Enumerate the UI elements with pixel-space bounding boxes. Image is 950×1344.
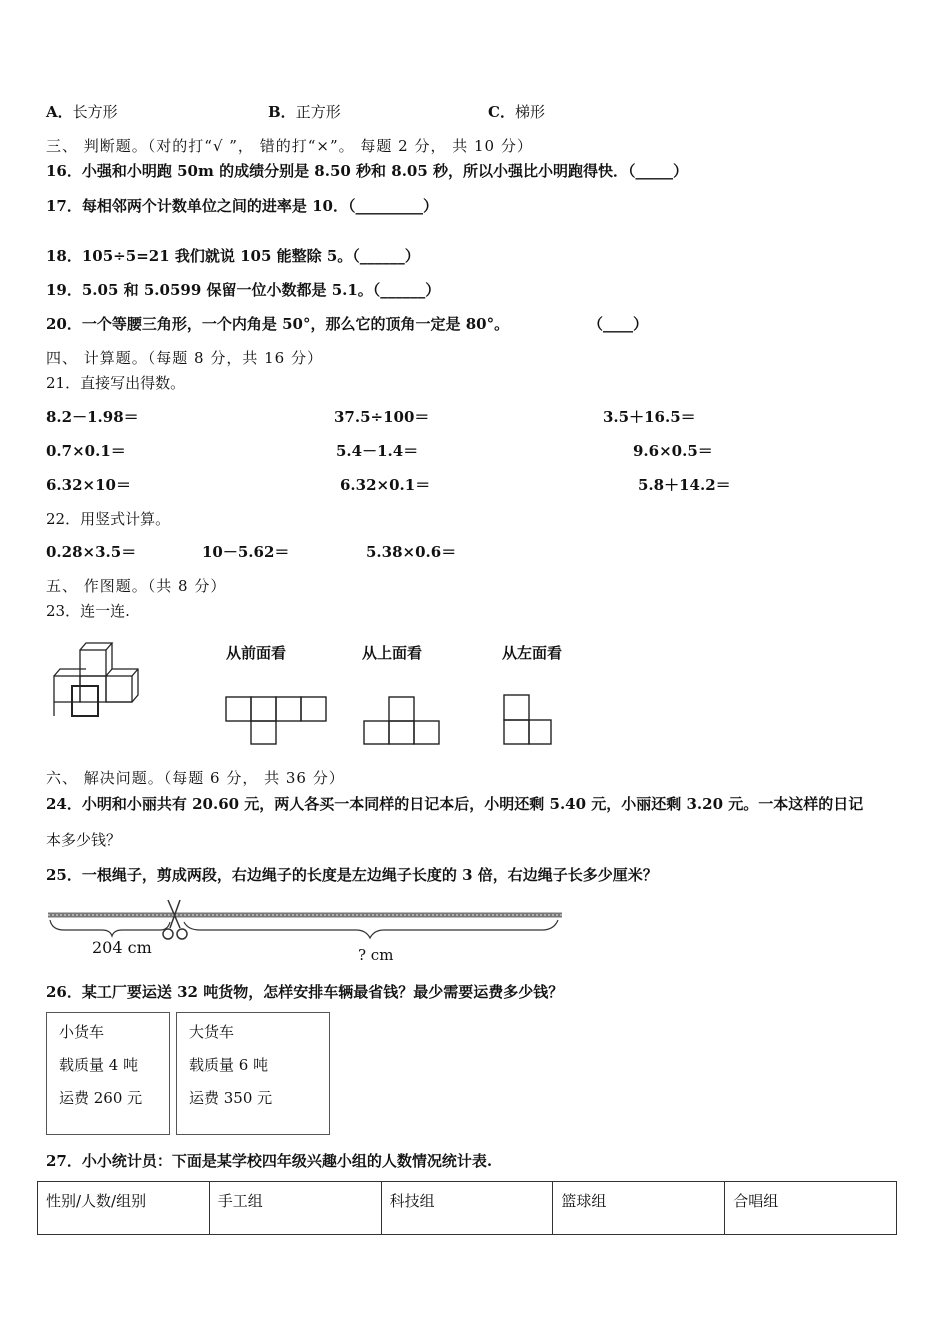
truck-fee: 运费 350 元 <box>189 1089 273 1107</box>
truck-card-large <box>176 1012 330 1135</box>
table-header-cell: 篮球组 <box>553 1182 725 1235</box>
vertical-calc-item: 0.28×3.5＝ <box>46 543 137 561</box>
table-header-cell: 性别/人数/组别 <box>38 1182 210 1235</box>
calc-item: 0.7×0.1＝ <box>46 442 126 460</box>
question-26: 26．某工厂要运送 32 吨货物，怎样安排车辆最省钱？最少需要运费多少钱？ <box>46 983 564 1001</box>
question-25: 25．一根绳子，剪成两段，右边绳子的长度是左边绳子长度的 3 倍，右边绳子长多少厘米？ <box>46 866 658 884</box>
calc-item: 3.5＋16.5＝ <box>603 408 696 426</box>
truck-fee: 运费 260 元 <box>59 1089 143 1107</box>
truck-card-small <box>46 1012 170 1135</box>
top-view-figure <box>360 694 450 746</box>
section-4-heading: 四、 计算题。（每题 8 分，共 16 分） <box>46 349 323 367</box>
view-label-top: 从上面看 <box>362 644 423 662</box>
calc-item: 5.4－1.4＝ <box>336 442 419 460</box>
interest-group-table <box>37 1181 897 1235</box>
calc-item: 6.32×0.1＝ <box>340 476 431 494</box>
question-22: 22．用竖式计算。 <box>46 510 171 528</box>
question-23: 23．连一连. <box>46 602 130 620</box>
calc-item: 37.5÷100＝ <box>334 408 430 426</box>
vertical-calc-item: 10－5.62＝ <box>202 543 290 561</box>
question-24-line2: 本多少钱？ <box>46 831 122 849</box>
calc-item: 9.6×0.5＝ <box>633 442 713 460</box>
calc-item: 6.32×10＝ <box>46 476 131 494</box>
left-view-figure <box>500 692 560 748</box>
rope-right-length: ? cm <box>358 946 394 964</box>
option-a: A．长方形 <box>46 103 118 121</box>
section-3-heading: 三、 判断题。（对的打“√ ”， 错的打“×”。 每题 2 分， 共 10 分） <box>46 137 533 155</box>
vertical-calc-item: 5.38×0.6＝ <box>366 543 457 561</box>
truck-name: 小货车 <box>59 1023 105 1041</box>
table-header-row <box>38 1182 897 1235</box>
table-header-cell: 合唱组 <box>725 1182 897 1235</box>
table-header-cell: 手工组 <box>209 1182 381 1235</box>
rope-left-length: 204 cm <box>92 938 152 957</box>
question-20-blank: （____） <box>588 315 649 333</box>
table-header-cell: 科技组 <box>381 1182 553 1235</box>
truck-load: 载质量 6 吨 <box>189 1056 269 1074</box>
question-17: 17．每相邻两个计数单位之间的进率是 10．（_________） <box>46 197 438 215</box>
option-c: C．梯形 <box>488 103 545 121</box>
view-label-left: 从左面看 <box>502 644 563 662</box>
question-16: 16．小强和小明跑 50m 的成绩分别是 8.50 秒和 8.05 秒，所以小强比小明跑得快．（_____） <box>46 162 689 180</box>
front-view-figure <box>222 694 332 746</box>
question-20: 20．一个等腰三角形，一个内角是 50°，那么它的顶角一定是 80°。 <box>46 315 510 333</box>
truck-load: 载质量 4 吨 <box>59 1056 139 1074</box>
section-6-heading: 六、 解决问题。（每题 6 分， 共 36 分） <box>46 769 345 787</box>
cube-stack-figure <box>44 640 154 722</box>
truck-name: 大货车 <box>189 1023 235 1041</box>
question-21: 21．直接写出得数。 <box>46 374 186 392</box>
question-24-line1: 24．小明和小丽共有 20.60 元，两人各买一本同样的日记本后，小明还剩 5.40 元，小丽还剩 3.20 元。一本这样的日记 <box>46 795 864 813</box>
calc-item: 5.8＋14.2＝ <box>638 476 731 494</box>
question-18: 18．105÷5=21 我们就说 105 能整除 5。（______） <box>46 247 420 265</box>
view-label-front: 从前面看 <box>226 644 287 662</box>
option-b: B．正方形 <box>268 103 341 121</box>
question-19: 19．5.05 和 5.0599 保留一位小数都是 5.1。（______） <box>46 281 441 299</box>
section-5-heading: 五、 作图题。（共 8 分） <box>46 577 227 595</box>
question-27: 27．小小统计员：下面是某学校四年级兴趣小组的人数情况统计表. <box>46 1152 493 1170</box>
calc-item: 8.2－1.98＝ <box>46 408 139 426</box>
